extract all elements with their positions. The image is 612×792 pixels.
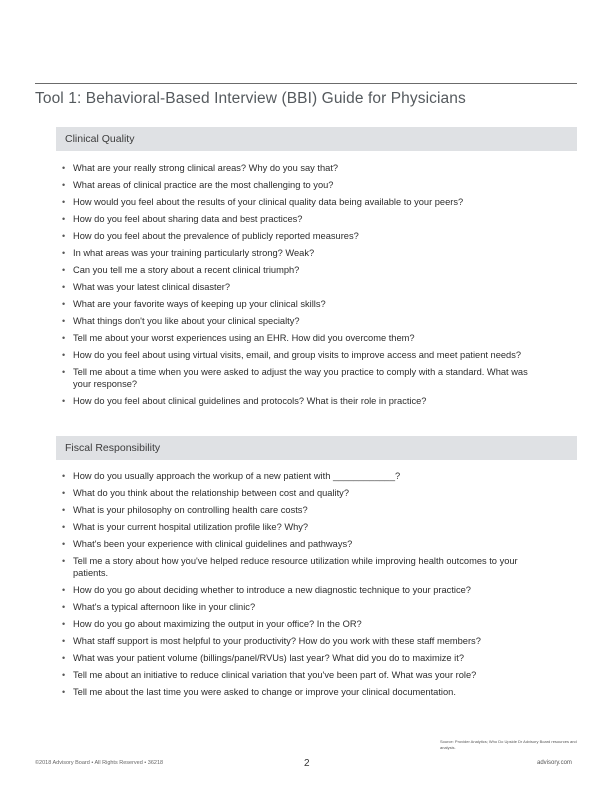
question-text: What's been your experience with clinical guidelines and pathways? (73, 539, 353, 549)
question-text: In what areas was your training particularly strong? Weak? (73, 248, 315, 258)
bullet-icon: • (62, 488, 66, 498)
list-item (62, 504, 532, 516)
bullet-icon: • (62, 248, 66, 258)
bullet-icon: • (62, 619, 66, 629)
page-number: 2 (304, 758, 310, 769)
list-item (62, 315, 532, 327)
bullet-icon: • (62, 539, 66, 549)
question-text: How do you usually approach the workup of a new patient with ____________? (73, 471, 401, 481)
footer-source-note: Source: Provider Analytics; Who Do Upside Dr Advisory Board resources and analysis. (440, 739, 577, 750)
section-heading: Fiscal Responsibility (65, 442, 161, 454)
bullet-icon: • (62, 670, 66, 680)
bullet-icon: • (62, 333, 66, 343)
list-item (62, 366, 532, 390)
question-text: Tell me about the last time you were asked to change or improve your clinical documentation. (73, 687, 456, 697)
list-item (62, 618, 532, 630)
page-title: Tool 1: Behavioral-Based Interview (BBI) Guide for Physicians (35, 90, 466, 107)
question-text: How do you feel about the prevalence of publicly reported measures? (73, 231, 359, 241)
header-rule (35, 83, 577, 84)
list-item (62, 230, 532, 242)
question-text: What are your favorite ways of keeping up your clinical skills? (73, 299, 326, 309)
list-item (62, 213, 532, 225)
question-text: What areas of clinical practice are the most challenging to you? (73, 180, 334, 190)
list-item (62, 162, 532, 174)
list-item (62, 264, 532, 276)
bullet-icon: • (62, 522, 66, 532)
question-text: What do you think about the relationship between cost and quality? (73, 488, 349, 498)
bullet-icon: • (62, 585, 66, 595)
list-item (62, 298, 532, 310)
bullet-icon: • (62, 556, 66, 566)
list-item (62, 470, 532, 482)
question-text: How do you go about maximizing the output in your office? In the OR? (73, 619, 362, 629)
bullet-icon: • (62, 505, 66, 515)
bullet-icon: • (62, 231, 66, 241)
bullet-icon: • (62, 214, 66, 224)
bullet-icon: • (62, 197, 66, 207)
bullet-icon: • (62, 350, 66, 360)
list-item (62, 601, 532, 613)
list-item (62, 196, 532, 208)
bullet-icon: • (62, 316, 66, 326)
list-item (62, 349, 532, 361)
list-item (62, 521, 532, 533)
bullet-icon: • (62, 653, 66, 663)
bullet-icon: • (62, 282, 66, 292)
list-item (62, 281, 532, 293)
list-item (62, 555, 532, 579)
question-text: What was your patient volume (billings/panel/RVUs) last year? What did you do to maximize it? (73, 653, 464, 663)
bullet-icon: • (62, 180, 66, 190)
question-text: Tell me about a time when you were asked to adjust the way you practice to comply with a standard. What was your response? (73, 367, 528, 389)
list-item (62, 487, 532, 499)
list-item (62, 179, 532, 191)
section-heading: Clinical Quality (65, 133, 135, 145)
question-text: How do you feel about clinical guidelines and protocols? What is their role in practice? (73, 396, 427, 406)
question-text: How do you go about deciding whether to introduce a new diagnostic technique to your practice? (73, 585, 471, 595)
question-text: What's a typical afternoon like in your clinic? (73, 602, 256, 612)
bullet-icon: • (62, 687, 66, 697)
bullet-icon: • (62, 636, 66, 646)
list-item (62, 538, 532, 550)
question-text: Tell me about an initiative to reduce clinical variation that you've been part of. What was your role? (73, 670, 477, 680)
question-list-fiscal-responsibility (62, 470, 532, 703)
question-text: Tell me a story about how you've helped reduce resource utilization while improving health outcomes to your patients. (73, 556, 518, 578)
list-item (62, 635, 532, 647)
question-text: What is your current hospital utilization profile like? Why? (73, 522, 309, 532)
question-text: How do you feel about using virtual visits, email, and group visits to improve access and meet patient needs? (73, 350, 522, 360)
list-item (62, 652, 532, 664)
bullet-icon: • (62, 602, 66, 612)
list-item (62, 686, 532, 698)
question-text: What was your latest clinical disaster? (73, 282, 231, 292)
bullet-icon: • (62, 299, 66, 309)
list-item (62, 584, 532, 596)
list-item (62, 669, 532, 681)
question-text: What things don't you like about your clinical specialty? (73, 316, 300, 326)
bullet-icon: • (62, 367, 66, 377)
footer-site-link[interactable]: advisory.com (537, 760, 572, 766)
question-text: How would you feel about the results of your clinical quality data being available to your peers? (73, 197, 464, 207)
question-text: Tell me about your worst experiences using an EHR. How did you overcome them? (73, 333, 415, 343)
bullet-icon: • (62, 396, 66, 406)
list-item (62, 395, 532, 407)
question-text: How do you feel about sharing data and best practices? (73, 214, 303, 224)
question-text: What are your really strong clinical areas? Why do you say that? (73, 163, 339, 173)
bullet-icon: • (62, 265, 66, 275)
list-item (62, 332, 532, 344)
bullet-icon: • (62, 163, 66, 173)
section-header-fiscal-responsibility (56, 436, 577, 460)
list-item (62, 247, 532, 259)
question-text: Can you tell me a story about a recent clinical triumph? (73, 265, 300, 275)
section-header-clinical-quality (56, 127, 577, 151)
bullet-icon: • (62, 471, 66, 481)
question-text: What staff support is most helpful to your productivity? How do you work with these staff members? (73, 636, 481, 646)
question-list-clinical-quality (62, 162, 532, 412)
question-text: What is your philosophy on controlling health care costs? (73, 505, 308, 515)
footer-copyright: ©2018 Advisory Board • All Rights Reserved • 36218 (35, 760, 164, 766)
